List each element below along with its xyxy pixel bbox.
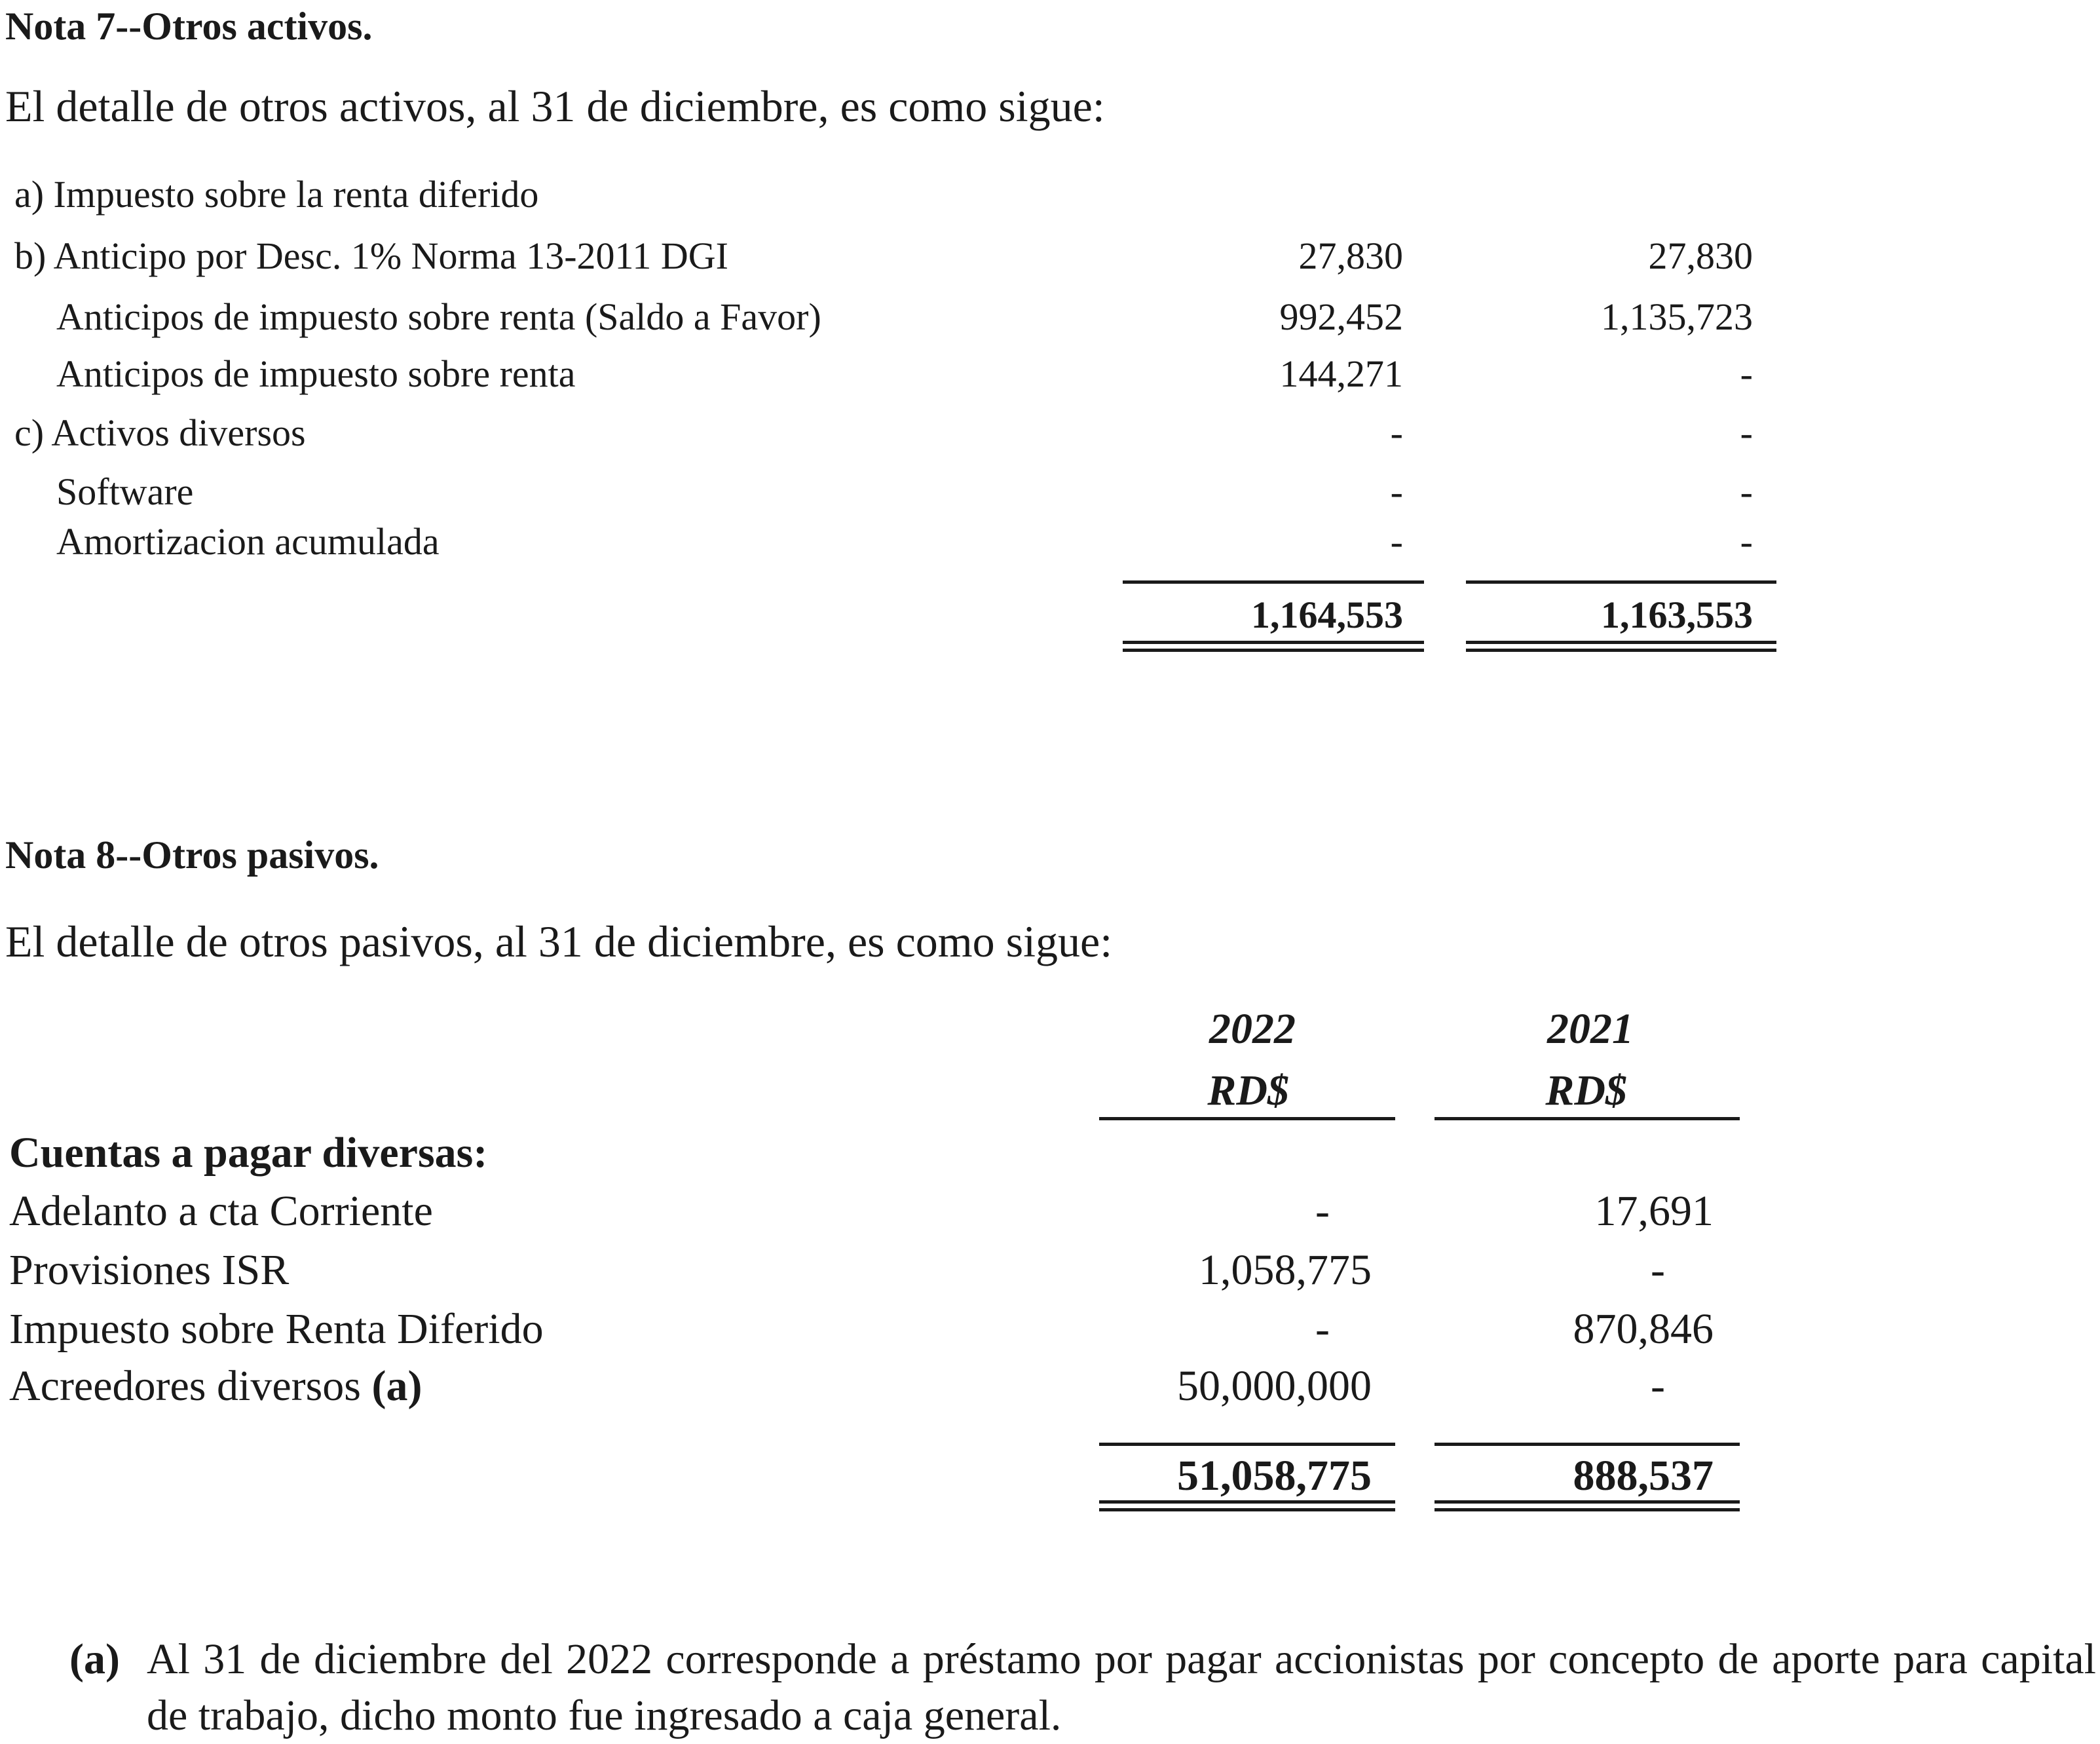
note7-row-label: b) Anticipo por Desc. 1% Norma 13-2011 DGI — [14, 235, 728, 277]
note7-row-label: Software — [56, 470, 194, 513]
note7-total-double-rule-col1 — [1123, 641, 1424, 644]
note8-total-double-rule-col2 — [1434, 1500, 1740, 1504]
note8-intro: El detalle de otros pasivos, al 31 de diciembre, es como sigue: — [5, 917, 1113, 966]
note8-header-rule-col1 — [1099, 1117, 1395, 1120]
note8-col-year: 2021 — [1547, 1005, 1634, 1053]
note8-row-label: Adelanto a cta Corriente — [9, 1187, 433, 1235]
note8-subtotal-rule-col1 — [1099, 1443, 1395, 1446]
note7-heading: Nota 7--Otros activos. — [5, 5, 373, 48]
note7-row-label: a) Impuesto sobre la renta diferido — [14, 173, 539, 216]
note7-intro: El detalle de otros activos, al 31 de diciembre, es como sigue: — [5, 81, 1105, 131]
note8-row-label: Provisiones ISR — [9, 1246, 290, 1294]
note7-row-value-col2: - — [1740, 470, 1753, 513]
note8-total-double-rule-col1 — [1099, 1500, 1395, 1504]
note7-subtotal-rule-col1 — [1123, 580, 1424, 584]
note8-col-year: 2022 — [1209, 1005, 1296, 1053]
note7-row-value-col2: 1,135,723 — [1601, 295, 1753, 338]
note7-total-col1: 1,164,553 — [1251, 594, 1403, 636]
note7-row-value-col1: 992,452 — [1279, 295, 1403, 338]
note7-row-value-col2: - — [1740, 411, 1753, 454]
note7-total-double-rule-col1 — [1123, 649, 1424, 652]
note7-row-value-col1: 27,830 — [1298, 235, 1403, 277]
note8-total-double-rule-col1 — [1099, 1508, 1395, 1511]
note8-total-col1: 51,058,775 — [1177, 1452, 1372, 1500]
note8-row-value-col1: 50,000,000 — [1177, 1362, 1372, 1410]
note7-row-label: c) Activos diversos — [14, 411, 306, 454]
note7-row-label: Anticipos de impuesto sobre renta — [56, 352, 576, 395]
footnote-text: Al 31 de diciembre del 2022 corresponde a préstamo por pagar accionistas por concepto de aporte para capital de trabajo, dicho monto fue ingresado a caja general. — [147, 1635, 2096, 1739]
note8-total-col2: 888,537 — [1573, 1452, 1714, 1500]
footnote-reference: (a) — [371, 1362, 422, 1410]
note8-row-label-text: Acreedores diversos — [9, 1362, 361, 1410]
footnote-label: (a) — [69, 1635, 120, 1683]
note8-col-currency: RD$ — [1207, 1067, 1289, 1114]
note7-row-value-col2: 27,830 — [1648, 235, 1753, 277]
note8-row-value-col1: - — [1315, 1305, 1330, 1353]
note7-row-value-col1: 144,271 — [1279, 352, 1403, 395]
note7-subtotal-rule-col2 — [1466, 580, 1776, 584]
note8-col-currency: RD$ — [1545, 1067, 1627, 1114]
note7-row-value-col1: - — [1390, 470, 1403, 513]
note8-row-value-col2: - — [1651, 1246, 1665, 1294]
note8-row-value-col1: - — [1315, 1187, 1330, 1235]
note8-subtotal-rule-col2 — [1434, 1443, 1740, 1446]
note7-row-label: Amortizacion acumulada — [56, 520, 440, 563]
note8-total-double-rule-col2 — [1434, 1508, 1740, 1511]
note7-row-value-col1: - — [1390, 520, 1403, 563]
note7-total-col2: 1,163,553 — [1601, 594, 1753, 636]
note7-row-label: Anticipos de impuesto sobre renta (Saldo a Favor) — [56, 295, 821, 338]
note7-total-double-rule-col2 — [1466, 641, 1776, 644]
note8-row-label: Impuesto sobre Renta Diferido — [9, 1305, 544, 1353]
note7-row-value-col2: - — [1740, 352, 1753, 395]
note8-row-value-col2: 870,846 — [1573, 1305, 1714, 1353]
note8-row-value-col2: - — [1651, 1362, 1665, 1410]
note7-total-double-rule-col2 — [1466, 649, 1776, 652]
note7-row-value-col2: - — [1740, 520, 1753, 563]
note7-row-value-col1: - — [1390, 411, 1403, 454]
note8-row-label — [9, 1362, 422, 1410]
note8-row-value-col1: 1,058,775 — [1199, 1246, 1372, 1294]
note8-heading: Nota 8--Otros pasivos. — [5, 833, 379, 877]
note8-header-rule-col2 — [1434, 1117, 1740, 1120]
note8-section-label: Cuentas a pagar diversas: — [9, 1129, 488, 1177]
note8-row-value-col2: 17,691 — [1594, 1187, 1714, 1235]
